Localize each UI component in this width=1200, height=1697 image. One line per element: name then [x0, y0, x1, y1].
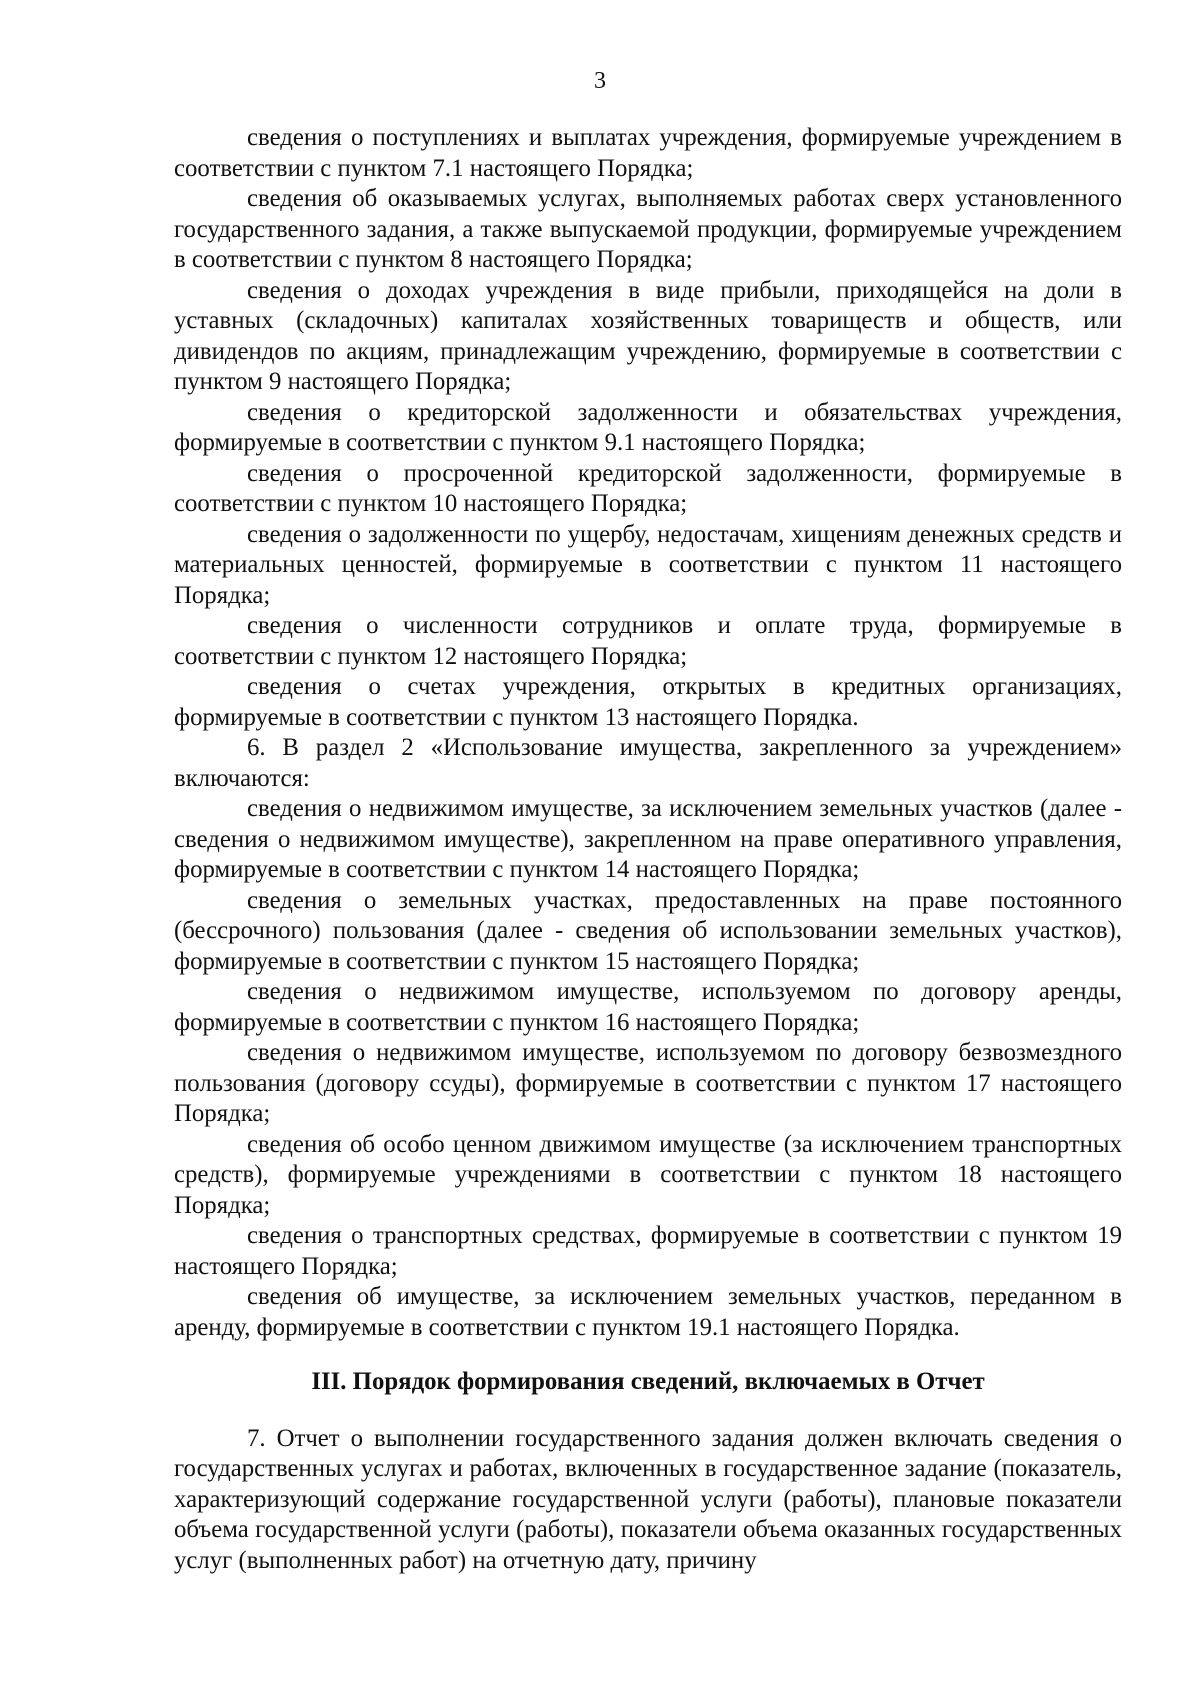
paragraph: сведения о счетах учреждения, открытых в кредитных организациях, формируемые в соответствии с пунктом 13 настоящего Порядка. [174, 673, 1122, 731]
paragraph: сведения о доходах учреждения в виде прибыли, приходящейся на доли в уставных (складочных) капиталах хозяйственных товариществ и обществ, или дивидендов по акциям, принадлежащим учреждению, формируемые в соответствии с пунктом 9 настоящего Порядка; [174, 276, 1122, 395]
paragraph: сведения о численности сотрудников и оплате труда, формируемые в соответствии с пунктом 12 настоящего Порядка; [174, 612, 1122, 670]
page-number: 3 [594, 68, 606, 94]
paragraph-section-7: 7. Отчет о выполнении государственного задания должен включать сведения о государственных услугах и работах, включенных в государственное задание (показатель, характеризующий содержание государственной услуги (работы), плановые показатели объема государственной услуги (работы), показатели объема оказанных государственных услуг (выполненных работ) на отчетную дату, причину [174, 1424, 1122, 1574]
paragraph: сведения об оказываемых услугах, выполняемых работах сверх установленного государственного задания, а также выпускаемой продукции, формируемые учреждением в соответствии с пунктом 8 настоящего Порядка; [174, 185, 1122, 273]
paragraph: сведения о недвижимом имуществе, используемом по договору аренды, формируемые в соответствии с пунктом 16 настоящего Порядка; [174, 978, 1122, 1036]
paragraph: сведения о транспортных средствах, формируемые в соответствии с пунктом 19 настоящего Порядка; [174, 1222, 1122, 1280]
paragraph: сведения о недвижимом имуществе, за исключением земельных участков (далее - сведения о недвижимом имуществе), закрепленном на праве оперативного управления, формируемые в соответствии с пунктом 14 настоящего Порядка; [174, 795, 1122, 883]
paragraphs-before [174, 123, 1122, 1343]
paragraph: сведения о недвижимом имуществе, используемом по договору безвозмездного пользования (договору ссуды), формируемые в соответствии с пунктом 17 настоящего Порядка; [174, 1039, 1122, 1127]
paragraph: сведения о просроченной кредиторской задолженности, формируемые в соответствии с пунктом 10 настоящего Порядка; [174, 459, 1122, 517]
paragraph: сведения о задолженности по ущербу, недостачам, хищениям денежных средств и материальных ценностей, формируемые в соответствии с пунктом 11 настоящего Порядка; [174, 520, 1122, 609]
section-heading: III. Порядок формирования сведений, включаемых в Отчет [311, 1368, 985, 1395]
paragraph: сведения об особо ценном движимом имуществе (за исключением транспортных средств), формируемые учреждениями в соответствии с пунктом 18 настоящего Порядка; [174, 1130, 1122, 1219]
paragraph-section-6: 6. В раздел 2 «Использование имущества, закрепленного за учреждением» включаются: [174, 734, 1122, 792]
paragraph: сведения об имуществе, за исключением земельных участков, переданном в аренду, формируемые в соответствии с пунктом 19.1 настоящего Порядка. [174, 1283, 1122, 1341]
paragraph: сведения о кредиторской задолженности и обязательствах учреждения, формируемые в соответствии с пунктом 9.1 настоящего Порядка; [174, 398, 1122, 456]
document-body [174, 123, 1122, 1576]
paragraph: сведения о поступлениях и выплатах учреждения, формируемые учреждением в соответствии с пунктом 7.1 настоящего Порядка; [174, 124, 1122, 182]
paragraph: сведения о земельных участках, предоставленных на праве постоянного (бессрочного) пользования (далее - сведения об использовании земельных участков), формируемые в соответствии с пунктом 15 настоящего Порядка; [174, 886, 1122, 975]
paragraphs-after [174, 1424, 1122, 1577]
